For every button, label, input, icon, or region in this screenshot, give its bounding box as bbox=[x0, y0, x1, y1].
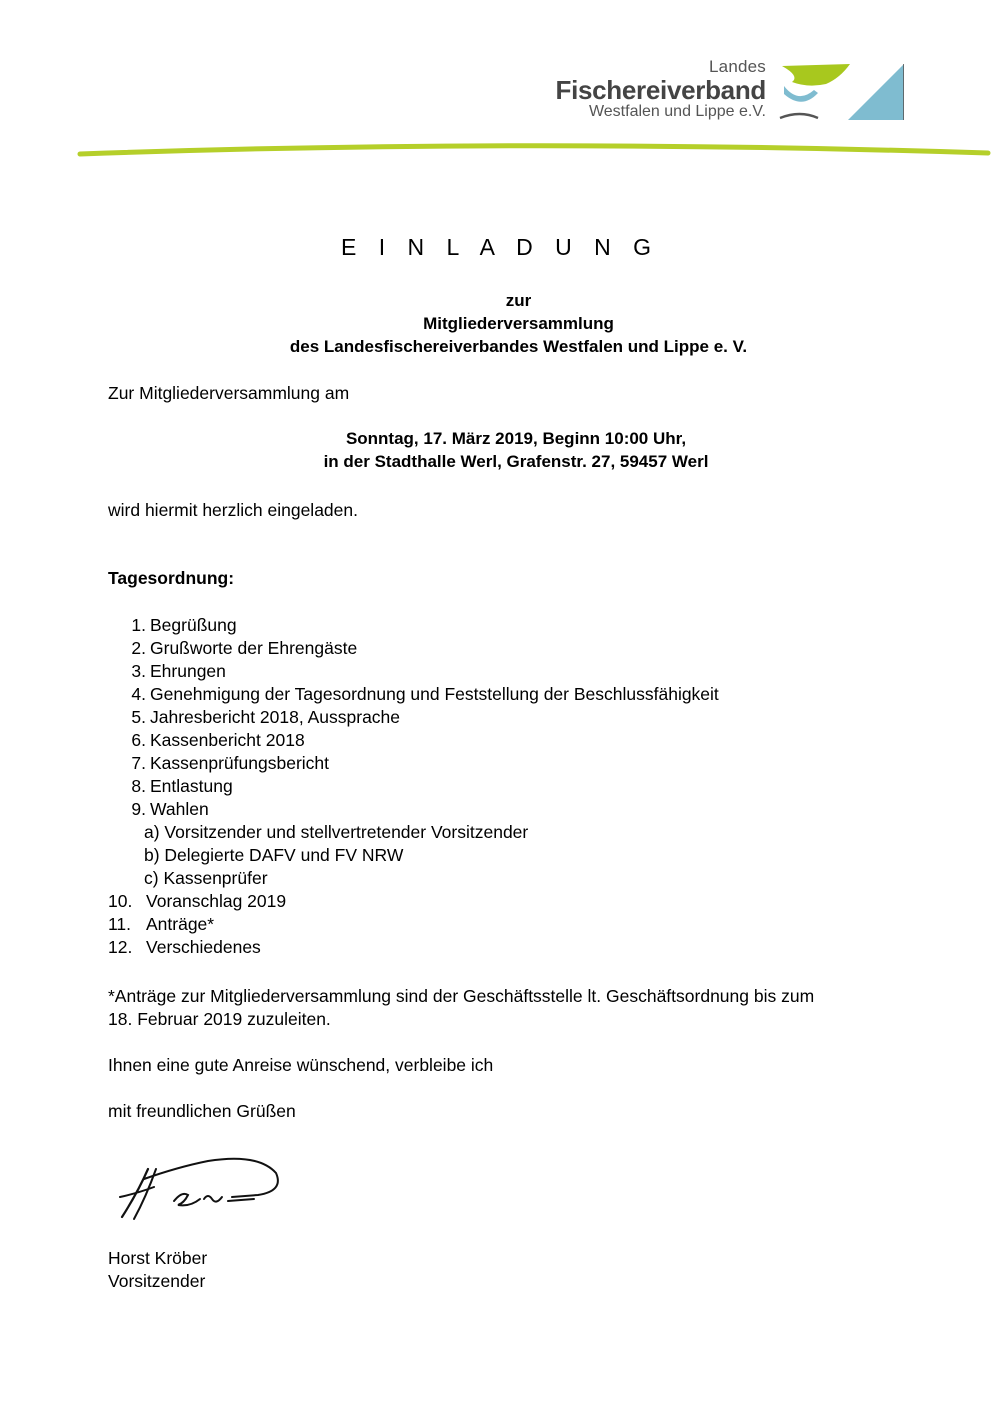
agenda-item bbox=[108, 890, 719, 913]
logo-fish-icon bbox=[778, 60, 904, 122]
event-location-line: in der Stadthalle Werl, Grafenstr. 27, 59457 Werl bbox=[323, 452, 709, 471]
agenda-item-label: Begrüßung bbox=[150, 615, 237, 635]
subtitle bbox=[0, 289, 1000, 358]
agenda-item-label: Voranschlag 2019 bbox=[146, 891, 287, 911]
event-details bbox=[0, 427, 1000, 473]
agenda-item-number: 10. bbox=[108, 891, 133, 911]
subtitle-line-1: zur bbox=[505, 291, 532, 310]
agenda-item-number: 3. bbox=[131, 661, 146, 681]
footnote bbox=[108, 985, 814, 1031]
agenda-item bbox=[108, 660, 719, 683]
agenda-item-number: 11. bbox=[108, 914, 132, 934]
closing-text: Ihnen eine gute Anreise wünschend, verbleibe ich bbox=[108, 1055, 494, 1075]
agenda-item bbox=[108, 637, 719, 660]
agenda-item-number: 12. bbox=[108, 937, 133, 957]
agenda-subitem: c) Kassenprüfer bbox=[144, 868, 268, 888]
agenda-item-label: Ehrungen bbox=[150, 661, 226, 681]
agenda-item bbox=[108, 913, 719, 936]
agenda-item-number: 2. bbox=[131, 638, 146, 658]
footnote-line-2: 18. Februar 2019 zuzuleiten. bbox=[108, 1009, 331, 1029]
agenda-item-label: Genehmigung der Tagesordnung und Feststellung der Beschlussfähigkeit bbox=[150, 684, 719, 704]
header-curve-line bbox=[0, 132, 1000, 168]
subtitle-line-2: Mitgliederversammlung bbox=[423, 314, 614, 333]
agenda-item-number: 9. bbox=[131, 799, 146, 819]
agenda-item bbox=[108, 729, 719, 752]
agenda-item-number: 6. bbox=[131, 730, 146, 750]
invite-text: wird hiermit herzlich eingeladen. bbox=[108, 500, 358, 520]
logo-line-1: Landes bbox=[709, 57, 766, 76]
footnote-line-1: *Anträge zur Mitgliederversammlung sind der Geschäftsstelle lt. Geschäftsordnung bis zum bbox=[108, 986, 815, 1006]
agenda-item-number: 4. bbox=[131, 684, 146, 704]
logo-text bbox=[555, 58, 766, 120]
agenda-item-label: Kassenbericht 2018 bbox=[150, 730, 305, 750]
agenda-item-label: Grußworte der Ehrengäste bbox=[150, 638, 358, 658]
agenda-subitem: a) Vorsitzender und stellvertretender Vorsitzender bbox=[144, 822, 529, 842]
agenda-item-label: Jahresbericht 2018, Aussprache bbox=[150, 707, 401, 727]
signer bbox=[108, 1247, 207, 1293]
intro-text: Zur Mitgliederversammlung am bbox=[108, 383, 350, 403]
agenda-item-label: Kassenprüfungsbericht bbox=[150, 753, 329, 773]
agenda-item bbox=[108, 775, 719, 798]
agenda-heading: Tagesordnung: bbox=[108, 568, 235, 588]
agenda-item bbox=[108, 614, 719, 637]
agenda-item-label: Entlastung bbox=[150, 776, 233, 796]
document-title: E I N L A D U N G bbox=[341, 234, 659, 260]
agenda-item bbox=[108, 752, 719, 775]
logo-line-2: Fischereiverband bbox=[555, 75, 766, 105]
agenda-item-number: 8. bbox=[131, 776, 146, 796]
handwritten-signature bbox=[108, 1147, 288, 1227]
agenda-item-label: Wahlen bbox=[150, 799, 209, 819]
agenda-item-label: Verschiedenes bbox=[146, 937, 261, 957]
agenda-subitem: b) Delegierte DAFV und FV NRW bbox=[144, 845, 404, 865]
agenda-item bbox=[108, 683, 719, 706]
logo-line-3: Westfalen und Lippe e.V. bbox=[588, 103, 766, 120]
agenda-item-number: 7. bbox=[131, 753, 146, 773]
agenda-item-label: Anträge* bbox=[146, 914, 215, 934]
greeting-text: mit freundlichen Grüßen bbox=[108, 1101, 296, 1121]
agenda-item-number: 1. bbox=[131, 615, 146, 635]
agenda-item bbox=[108, 798, 719, 821]
agenda-item-number: 5. bbox=[131, 707, 146, 727]
event-date-line: Sonntag, 17. März 2019, Beginn 10:00 Uhr, bbox=[345, 429, 687, 448]
signer-role: Vorsitzender bbox=[108, 1271, 206, 1291]
agenda-item bbox=[108, 706, 719, 729]
agenda-item bbox=[108, 936, 719, 959]
agenda-list bbox=[108, 614, 719, 959]
signer-name: Horst Kröber bbox=[108, 1248, 208, 1268]
logo bbox=[555, 57, 904, 124]
subtitle-line-3: des Landesfischereiverbandes Westfalen und Lippe e. V. bbox=[289, 337, 748, 356]
